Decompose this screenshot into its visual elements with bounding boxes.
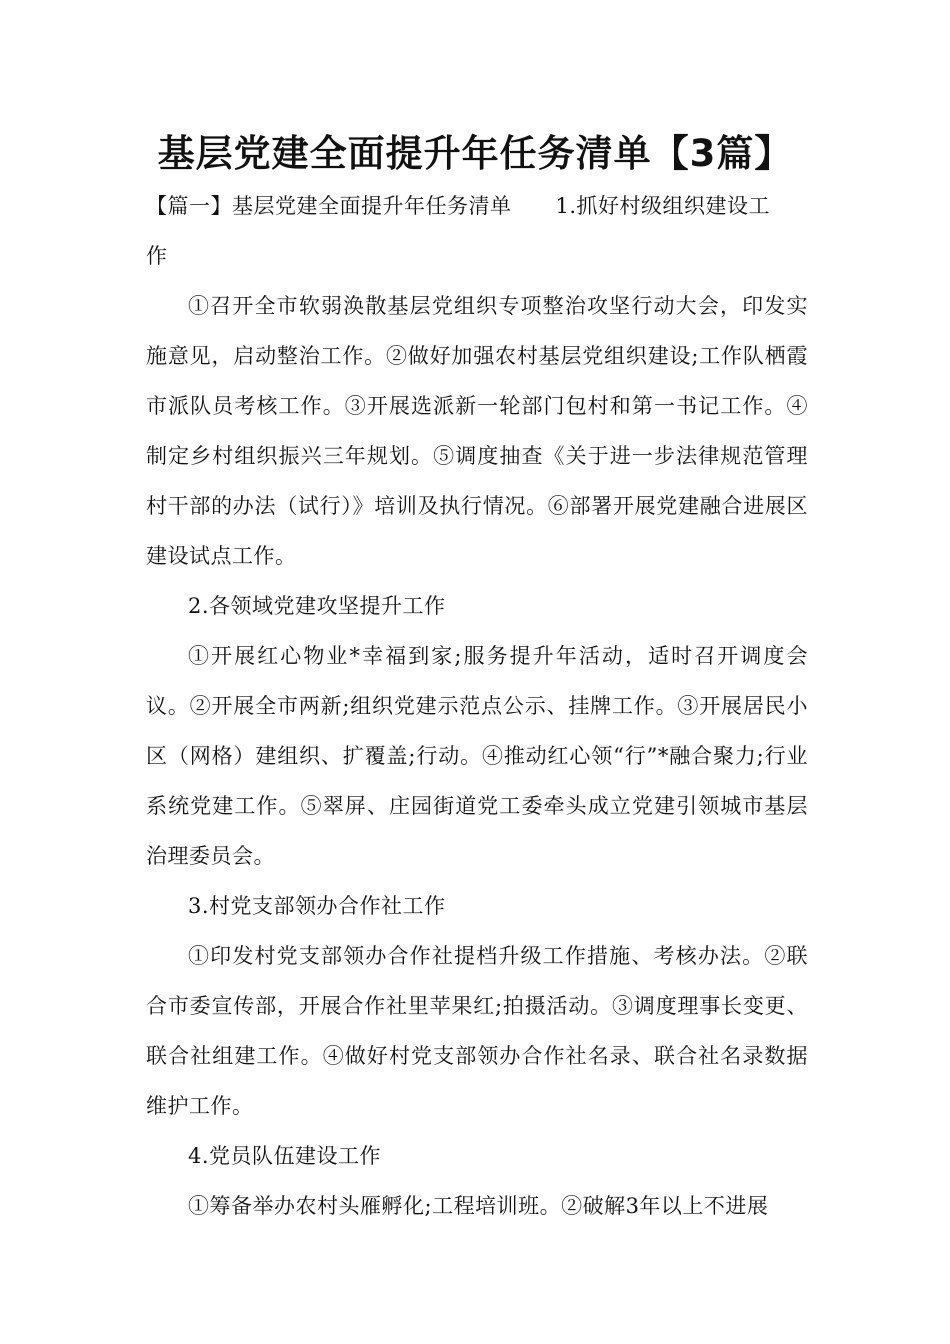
section-2-heading: 2.各领域党建攻坚提升工作	[188, 594, 446, 618]
section-1-heading: 1.抓好村级组织建设工	[555, 194, 771, 218]
document-body	[146, 181, 808, 1231]
section-4-body: ①筹备举办农村头雁孵化;工程培训班。②破解3年以上不进展	[188, 1194, 769, 1218]
section-3-heading: 3.村党支部领办合作社工作	[188, 894, 446, 918]
section-4-heading: 4.党员队伍建设工作	[188, 1144, 382, 1168]
section-3-body: ①印发村党支部领办合作社提档升级工作措施、考核办法。②联合市委宣传部，开展合作社里苹果红;拍摄活动。③调度理事长变更、联合社组建工作。④做好村党支部领办合作社名录、联合社名录数据维护工作。	[146, 944, 808, 1118]
document-title: 基层党建全面提升年任务清单【3篇】	[157, 132, 793, 175]
section-1-body: ①召开全市软弱涣散基层党组织专项整治攻坚行动大会，印发实施意见，启动整治工作。②做好加强农村基层党组织建设;工作队栖霞市派队员考核工作。③开展选派新一轮部门包村和第一书记工作。④制定乡村组织振兴三年规划。⑤调度抽查《关于进一步法律规范管理村干部的办法（试行）》培训及执行情况。⑥部署开展党建融合进展区建设试点工作。	[146, 294, 808, 568]
chapter-intro-line	[146, 181, 808, 231]
section-1-heading-continued: 作	[146, 244, 168, 268]
chapter-heading: 【篇一】基层党建全面提升年任务清单	[146, 194, 512, 218]
section-2-body: ①开展红心物业*幸福到家;服务提升年活动，适时召开调度会议。②开展全市两新;组织党建示范点公示、挂牌工作。③开展居民小区（网格）建组织、扩覆盖;行动。④推动红心领“行”*融合聚力;行业系统党建工作。⑤翠屏、庄园街道党工委牵头成立党建引领城市基层治理委员会。	[146, 644, 808, 868]
